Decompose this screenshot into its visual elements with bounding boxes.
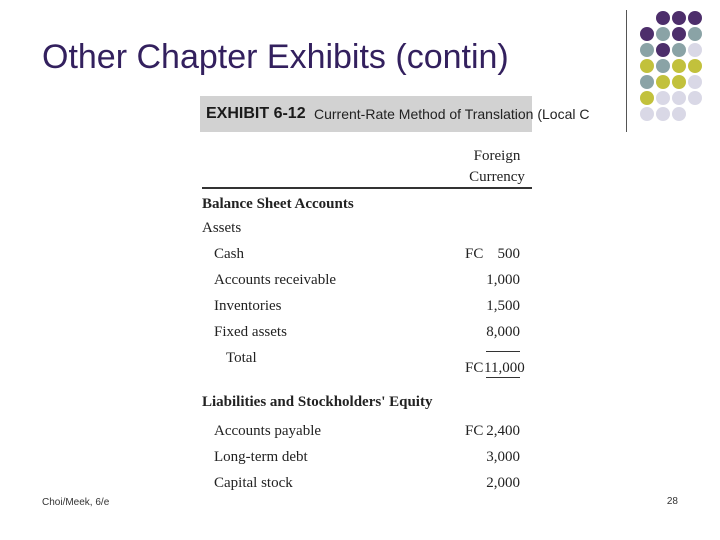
decorative-dot	[656, 91, 670, 105]
exhibit-header-bar	[200, 96, 590, 132]
decorative-dot	[672, 43, 686, 57]
row-label: Fixed assets	[214, 324, 287, 340]
row-label: Inventories	[214, 298, 282, 314]
table-row-section-liabilities	[200, 394, 532, 418]
decorative-dot	[672, 27, 686, 41]
decorative-dot	[688, 27, 702, 41]
decorative-dot	[640, 59, 654, 73]
column-header-line-2: Currency	[469, 169, 525, 185]
decorative-dot	[688, 91, 702, 105]
decorative-dot	[688, 11, 702, 25]
row-amount: 3,000	[486, 449, 520, 465]
decorative-dot	[640, 27, 654, 41]
decorative-dot	[672, 11, 686, 25]
decorative-dot	[656, 43, 670, 57]
table-row-total-amount	[200, 360, 532, 384]
row-amount: 500	[497, 246, 520, 262]
table-row-accounts-receivable	[200, 272, 532, 296]
decorative-dot	[640, 43, 654, 57]
decorative-dot	[656, 59, 670, 73]
row-currency: FC	[465, 423, 484, 439]
row-amount: 1,000	[486, 272, 520, 288]
decorative-dot	[656, 107, 670, 121]
decorative-dot	[656, 27, 670, 41]
row-amount: 8,000	[486, 324, 520, 340]
table-row-cash	[200, 246, 532, 270]
decorative-dot	[672, 59, 686, 73]
header-rule	[202, 187, 532, 189]
decorative-dot	[672, 91, 686, 105]
decorative-dot	[672, 75, 686, 89]
row-currency: FC	[465, 360, 484, 376]
decorative-dot	[672, 107, 686, 121]
row-amount: 11,000	[484, 360, 525, 376]
column-header-foreign-currency	[462, 146, 532, 188]
exhibit-table-image	[200, 96, 590, 510]
decorative-dot	[656, 11, 670, 25]
exhibit-number: EXHIBIT 6-12	[206, 105, 306, 122]
row-label: Accounts receivable	[214, 272, 337, 288]
total-rule-above	[486, 351, 520, 352]
title-divider-line	[626, 10, 627, 132]
exhibit-title: Current-Rate Method of Translation (Local C	[314, 106, 590, 122]
table-row-assets	[200, 220, 532, 244]
row-amount: 2,400	[486, 423, 520, 439]
decorative-dot	[688, 59, 702, 73]
section-label: Liabilities and Stockholders' Equity	[202, 394, 433, 410]
slide-title: Other Chapter Exhibits (contin)	[42, 38, 509, 76]
page-number: 28	[666, 496, 678, 507]
decorative-dot	[640, 107, 654, 121]
footer-source: Choi/Meek, 6/e	[42, 497, 110, 508]
row-label: Accounts payable	[214, 423, 322, 439]
row-label: Capital stock	[214, 475, 293, 491]
row-label: Total	[226, 350, 257, 366]
row-currency: FC	[465, 246, 484, 262]
table-row-capital-stock	[200, 475, 532, 499]
row-amount: 1,500	[486, 298, 520, 314]
row-amount: 2,000	[486, 475, 520, 491]
row-label: Assets	[202, 220, 242, 236]
total-rule-below	[486, 377, 520, 378]
table-row-fixed-assets	[200, 324, 532, 348]
table-row-accounts-payable	[200, 423, 532, 447]
row-label: Cash	[214, 246, 244, 262]
table-row-section-balance-sheet	[200, 196, 532, 220]
table-row-inventories	[200, 298, 532, 322]
decorative-dot	[656, 75, 670, 89]
decorative-dot	[640, 91, 654, 105]
section-label: Balance Sheet Accounts	[202, 196, 354, 212]
decorative-dot	[640, 75, 654, 89]
table-row-long-term-debt	[200, 449, 532, 473]
row-label: Long-term debt	[214, 449, 308, 465]
decorative-dot	[688, 43, 702, 57]
decorative-dot	[688, 75, 702, 89]
column-header-line-1: Foreign	[473, 148, 521, 164]
